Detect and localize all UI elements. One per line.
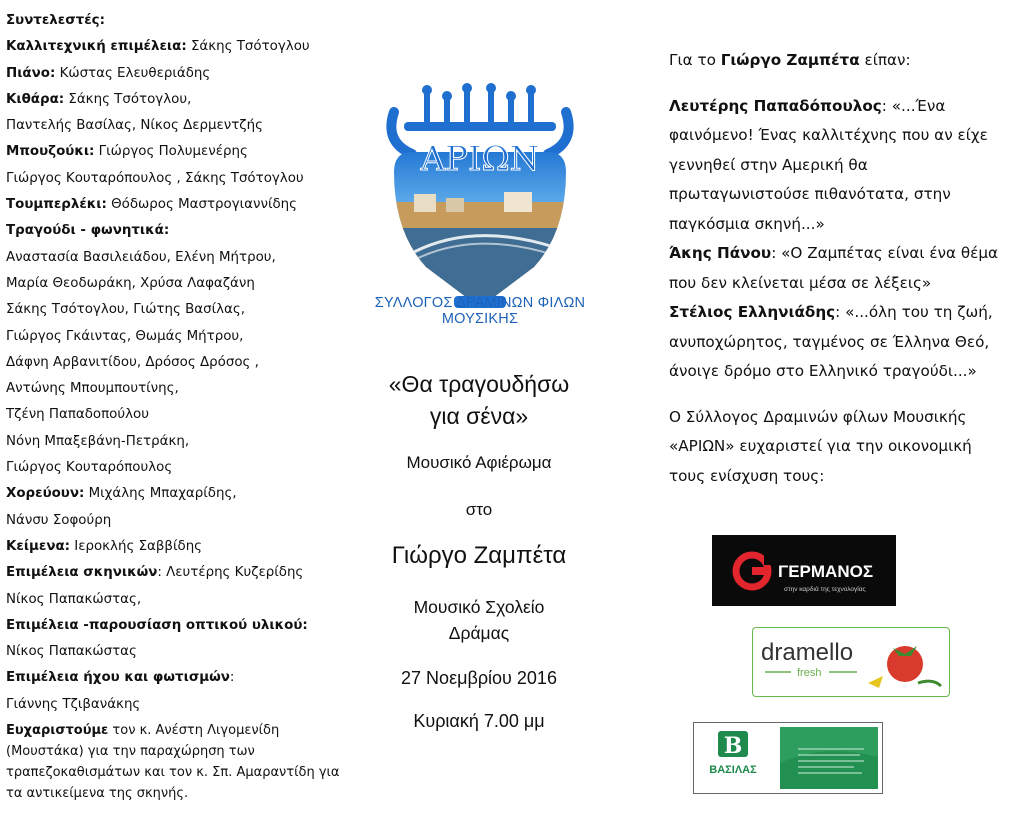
event-section <box>350 0 655 818</box>
credit-line: Πιάνο: Κώστας Ελευθεριάδης <box>6 65 211 81</box>
credit-line: Κείμενα: Ιεροκλής Σαββίδης <box>6 538 203 554</box>
credit-line: Γιώργος Κουταρόπουλος , Σάκης Τσότογλου <box>6 170 304 186</box>
quote-item: Στέλιος Ελληνιάδης: «...όλη του τη ζωή, ανυποχώρητος, ταγμένος σε Έλληνα Θεό, άνοιγε δρόμο στο Ελληνικό τραγούδι...» <box>669 303 993 380</box>
dramello-logo <box>752 627 950 697</box>
credit-line: Γιώργος Κουταρόπουλος <box>6 460 173 476</box>
credit-line: Επιμέλεια -παρουσίαση οπτικού υλικού: <box>6 617 308 633</box>
credit-line: Τζένη Παπαδοπούλου <box>6 407 149 423</box>
quotes-section <box>669 46 1009 491</box>
credit-line: Μπουζούκι: Γιώργος Πολυμενέρης <box>6 144 248 160</box>
event-time: Κυριακή 7.00 μμ <box>413 711 545 731</box>
credits-heading: Συντελεστές: <box>6 13 105 28</box>
credits-section <box>6 8 346 804</box>
sponsor-thanks: Ο Σύλλογος Δραμινών φίλων Μουσικής «ΑΡΙΩΝ» ευχαριστεί για την οικονομική τους ενίσχυση τους: <box>669 407 972 485</box>
credit-line: Χορεύουν: Μιχάλης Μπαχαρίδης, <box>6 486 237 502</box>
event-title-line: «Θα τραγουδήσω <box>388 371 570 397</box>
vasilas-name: ΒΑΣΙΛΑΣ <box>709 764 757 776</box>
credit-line: Αναστασία Βασιλειάδου, Ελένη Μήτρου, <box>6 249 276 265</box>
event-venue <box>350 594 608 646</box>
credit-line: Αντώνης Μπουμπουτίνης, <box>6 381 179 397</box>
logo-word: ΑΡΙΩΝ <box>420 139 540 179</box>
credit-line: Μαρία Θεοδωράκη, Χρύσα Λαφαζάνη <box>6 275 255 291</box>
event-date: 27 Νοεμβρίου 2016 <box>401 668 557 688</box>
credits-thanks: Ευχαριστούμε τον κ. Ανέστη Λιγομενίδη (Μουστάκα) για την παραχώρηση των τραπεζοκαθισμάτων και τον κ. Σπ. Αμαραντίδη για τα αντικείμενα της σκηνής. <box>6 723 340 802</box>
credit-line: Κιθάρα: Σάκης Τσότογλου, <box>6 91 192 107</box>
dramello-sub: fresh <box>797 667 822 679</box>
credit-line: Τραγούδι - φωνητικά: <box>6 223 170 239</box>
quote-item: Λευτέρης Παπαδόπουλος: «...Ένα φαινόμενο! Ένας καλλιτέχνης που αν είχε γεννηθεί στην Αμερική θα πρωταγωνιστούσε πιθανότατα, στην παγκόσμια σκηνή...» <box>669 96 988 233</box>
germanos-logo <box>712 535 896 606</box>
venue-line: Δράμας <box>448 623 510 643</box>
quotes-intro: Για το Γιώργο Ζαμπέτα είπαν: <box>669 51 911 69</box>
germanos-name: ΓΕΡΜΑΝΟΣ <box>778 562 874 581</box>
event-title-line: για σένα» <box>429 403 529 429</box>
credit-line: Επιμέλεια σκηνικών: Λευτέρης Κυζερίδης <box>6 565 304 581</box>
credit-line: Γιώργος Γκάιντας, Θωμάς Μήτρου, <box>6 328 244 344</box>
svg-text:B: B <box>723 733 743 759</box>
venue-line: Μουσικό Σχολείο <box>413 597 545 617</box>
credit-line: Σάκης Τσότογλου, Γιώτης Βασίλας, <box>6 302 245 318</box>
credit-line: Καλλιτεχνική επιμέλεια: Σάκης Τσότογλου <box>6 39 310 55</box>
logo-caption: ΣΥΛΛΟΓΟΣ ΔΡΑΜΙΝΩΝ ΦΙΛΩΝ ΜΟΥΣΙΚΗΣ <box>374 295 586 327</box>
event-title <box>350 368 608 432</box>
credits-list <box>6 34 346 718</box>
credit-line: Παντελής Βασίλας, Νίκος Δερμεντζής <box>6 118 263 134</box>
credit-line: Επιμέλεια ήχου και φωτισμών: <box>6 670 235 686</box>
credit-line: Νόνη Μπαξεβάνη-Πετράκη, <box>6 433 190 449</box>
lyre-icon <box>354 82 606 322</box>
germanos-tagline: στην καρδιά της τεχνολογίας <box>784 586 866 593</box>
credit-line: Νάνσυ Σοφούρη <box>6 512 112 528</box>
quote-item: Άκης Πάνου: «Ο Ζαμπέτας είναι ένα θέμα που δεν κλείνεται μέσα σε λέξεις» <box>669 244 999 292</box>
dramello-name: dramello <box>761 639 854 666</box>
vasilas-logo <box>693 722 883 794</box>
event-honoree: Γιώργο Ζαμπέτα <box>391 542 567 569</box>
credit-line: Νίκος Παπακώστας, <box>6 591 142 607</box>
event-subtitle: Μουσικό Αφιέρωμα <box>406 453 552 472</box>
credit-line: Τουμπερλέκι: Θόδωρος Μαστρογιαννίδης <box>6 197 298 213</box>
credit-line: Δάφνη Αρβανιτίδου, Δρόσος Δρόσος , <box>6 354 259 370</box>
credit-line: Νίκος Παπακώστας <box>6 644 137 660</box>
event-to: στο <box>465 500 493 519</box>
credit-line: Γιάννης Τζιβανάκης <box>6 696 141 712</box>
